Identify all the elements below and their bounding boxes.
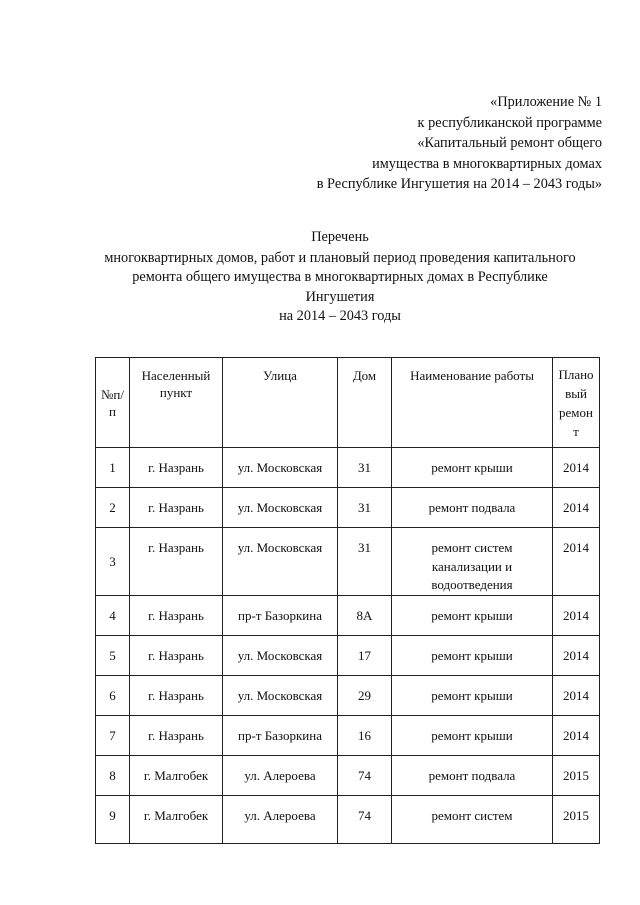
cell-num: 6 (96, 675, 130, 715)
heading-line: многоквартирных домов, работ и плановый период проведения капитального (104, 249, 576, 266)
cell-year: 2014 (553, 488, 600, 528)
cell-house: 31 (338, 488, 392, 528)
cell-settlement: г. Назрань (130, 528, 223, 596)
cell-house: 74 (338, 755, 392, 795)
cell-num: 1 (96, 448, 130, 488)
header-num: №п/ п (96, 358, 130, 448)
cell-num: 5 (96, 635, 130, 675)
table-header-row (96, 358, 600, 448)
table-row (96, 448, 600, 488)
cell-work: ремонт крыши (392, 635, 553, 675)
appendix-line: «Приложение № 1 (490, 94, 602, 110)
cell-settlement: г. Назрань (130, 635, 223, 675)
heading-line: ремонта общего имущества в многоквартирных домах в Республике (132, 269, 548, 285)
cell-work: ремонт крыши (392, 715, 553, 755)
appendix-line: «Капитальный ремонт общего (417, 135, 602, 151)
table-row (96, 715, 600, 755)
cell-year: 2014 (553, 715, 600, 755)
cell-street: ул. Московская (223, 528, 338, 596)
cell-street: ул. Московская (223, 448, 338, 488)
table-row (96, 528, 600, 596)
cell-street: ул. Московская (223, 635, 338, 675)
cell-work: ремонт крыши (392, 675, 553, 715)
header-plan: Плано вый ремон т (553, 358, 600, 448)
document-heading (60, 228, 620, 327)
heading-line: на 2014 – 2043 годы (279, 308, 401, 324)
cell-num: 7 (96, 715, 130, 755)
cell-work: ремонт крыши (392, 448, 553, 488)
heading-line: Ингушетия (305, 288, 375, 305)
cell-settlement: г. Малгобек (130, 755, 223, 795)
cell-year: 2014 (553, 595, 600, 635)
cell-settlement: г. Назрань (130, 595, 223, 635)
header-street: Улица (223, 358, 338, 448)
header-settlement: Населенный пункт (130, 358, 223, 448)
header-work: Наименование работы (392, 358, 553, 448)
cell-house: 29 (338, 675, 392, 715)
cell-num: 2 (96, 488, 130, 528)
cell-work: ремонт систем канализации и водоотведения (392, 528, 553, 596)
table-row (96, 755, 600, 795)
table-row (96, 795, 600, 843)
appendix-line: к республиканской программе (417, 114, 602, 131)
header-house: Дом (338, 358, 392, 448)
cell-house: 31 (338, 528, 392, 596)
cell-num: 8 (96, 755, 130, 795)
document-title: Перечень (311, 229, 369, 245)
cell-settlement: г. Назрань (130, 448, 223, 488)
table-row (96, 595, 600, 635)
cell-house: 16 (338, 715, 392, 755)
appendix-line: в Республике Ингушетия на 2014 – 2043 годы» (316, 176, 602, 192)
cell-house: 74 (338, 795, 392, 843)
cell-street: ул. Московская (223, 675, 338, 715)
cell-year: 2014 (553, 635, 600, 675)
cell-settlement: г. Малгобек (130, 795, 223, 843)
cell-street: ул. Алероева (223, 795, 338, 843)
cell-street: ул. Московская (223, 488, 338, 528)
cell-house: 17 (338, 635, 392, 675)
cell-street: ул. Алероева (223, 755, 338, 795)
appendix-note (317, 92, 602, 195)
cell-num: 4 (96, 595, 130, 635)
cell-year: 2014 (553, 528, 600, 596)
cell-street: пр-т Базоркина (223, 715, 338, 755)
table-row (96, 635, 600, 675)
cell-house: 8А (338, 595, 392, 635)
cell-year: 2015 (553, 755, 600, 795)
cell-street: пр-т Базоркина (223, 595, 338, 635)
cell-work: ремонт подвала (392, 755, 553, 795)
cell-settlement: г. Назрань (130, 715, 223, 755)
cell-settlement: г. Назрань (130, 488, 223, 528)
cell-work: ремонт крыши (392, 595, 553, 635)
cell-work: ремонт систем (392, 795, 553, 843)
cell-settlement: г. Назрань (130, 675, 223, 715)
cell-year: 2015 (553, 795, 600, 843)
table-row (96, 675, 600, 715)
cell-house: 31 (338, 448, 392, 488)
cell-year: 2014 (553, 448, 600, 488)
appendix-line: имущества в многоквартирных домах (372, 155, 602, 172)
table-row (96, 488, 600, 528)
cell-num: 3 (96, 528, 130, 596)
cell-num: 9 (96, 795, 130, 843)
cell-year: 2014 (553, 675, 600, 715)
works-table (95, 357, 600, 844)
cell-work: ремонт подвала (392, 488, 553, 528)
